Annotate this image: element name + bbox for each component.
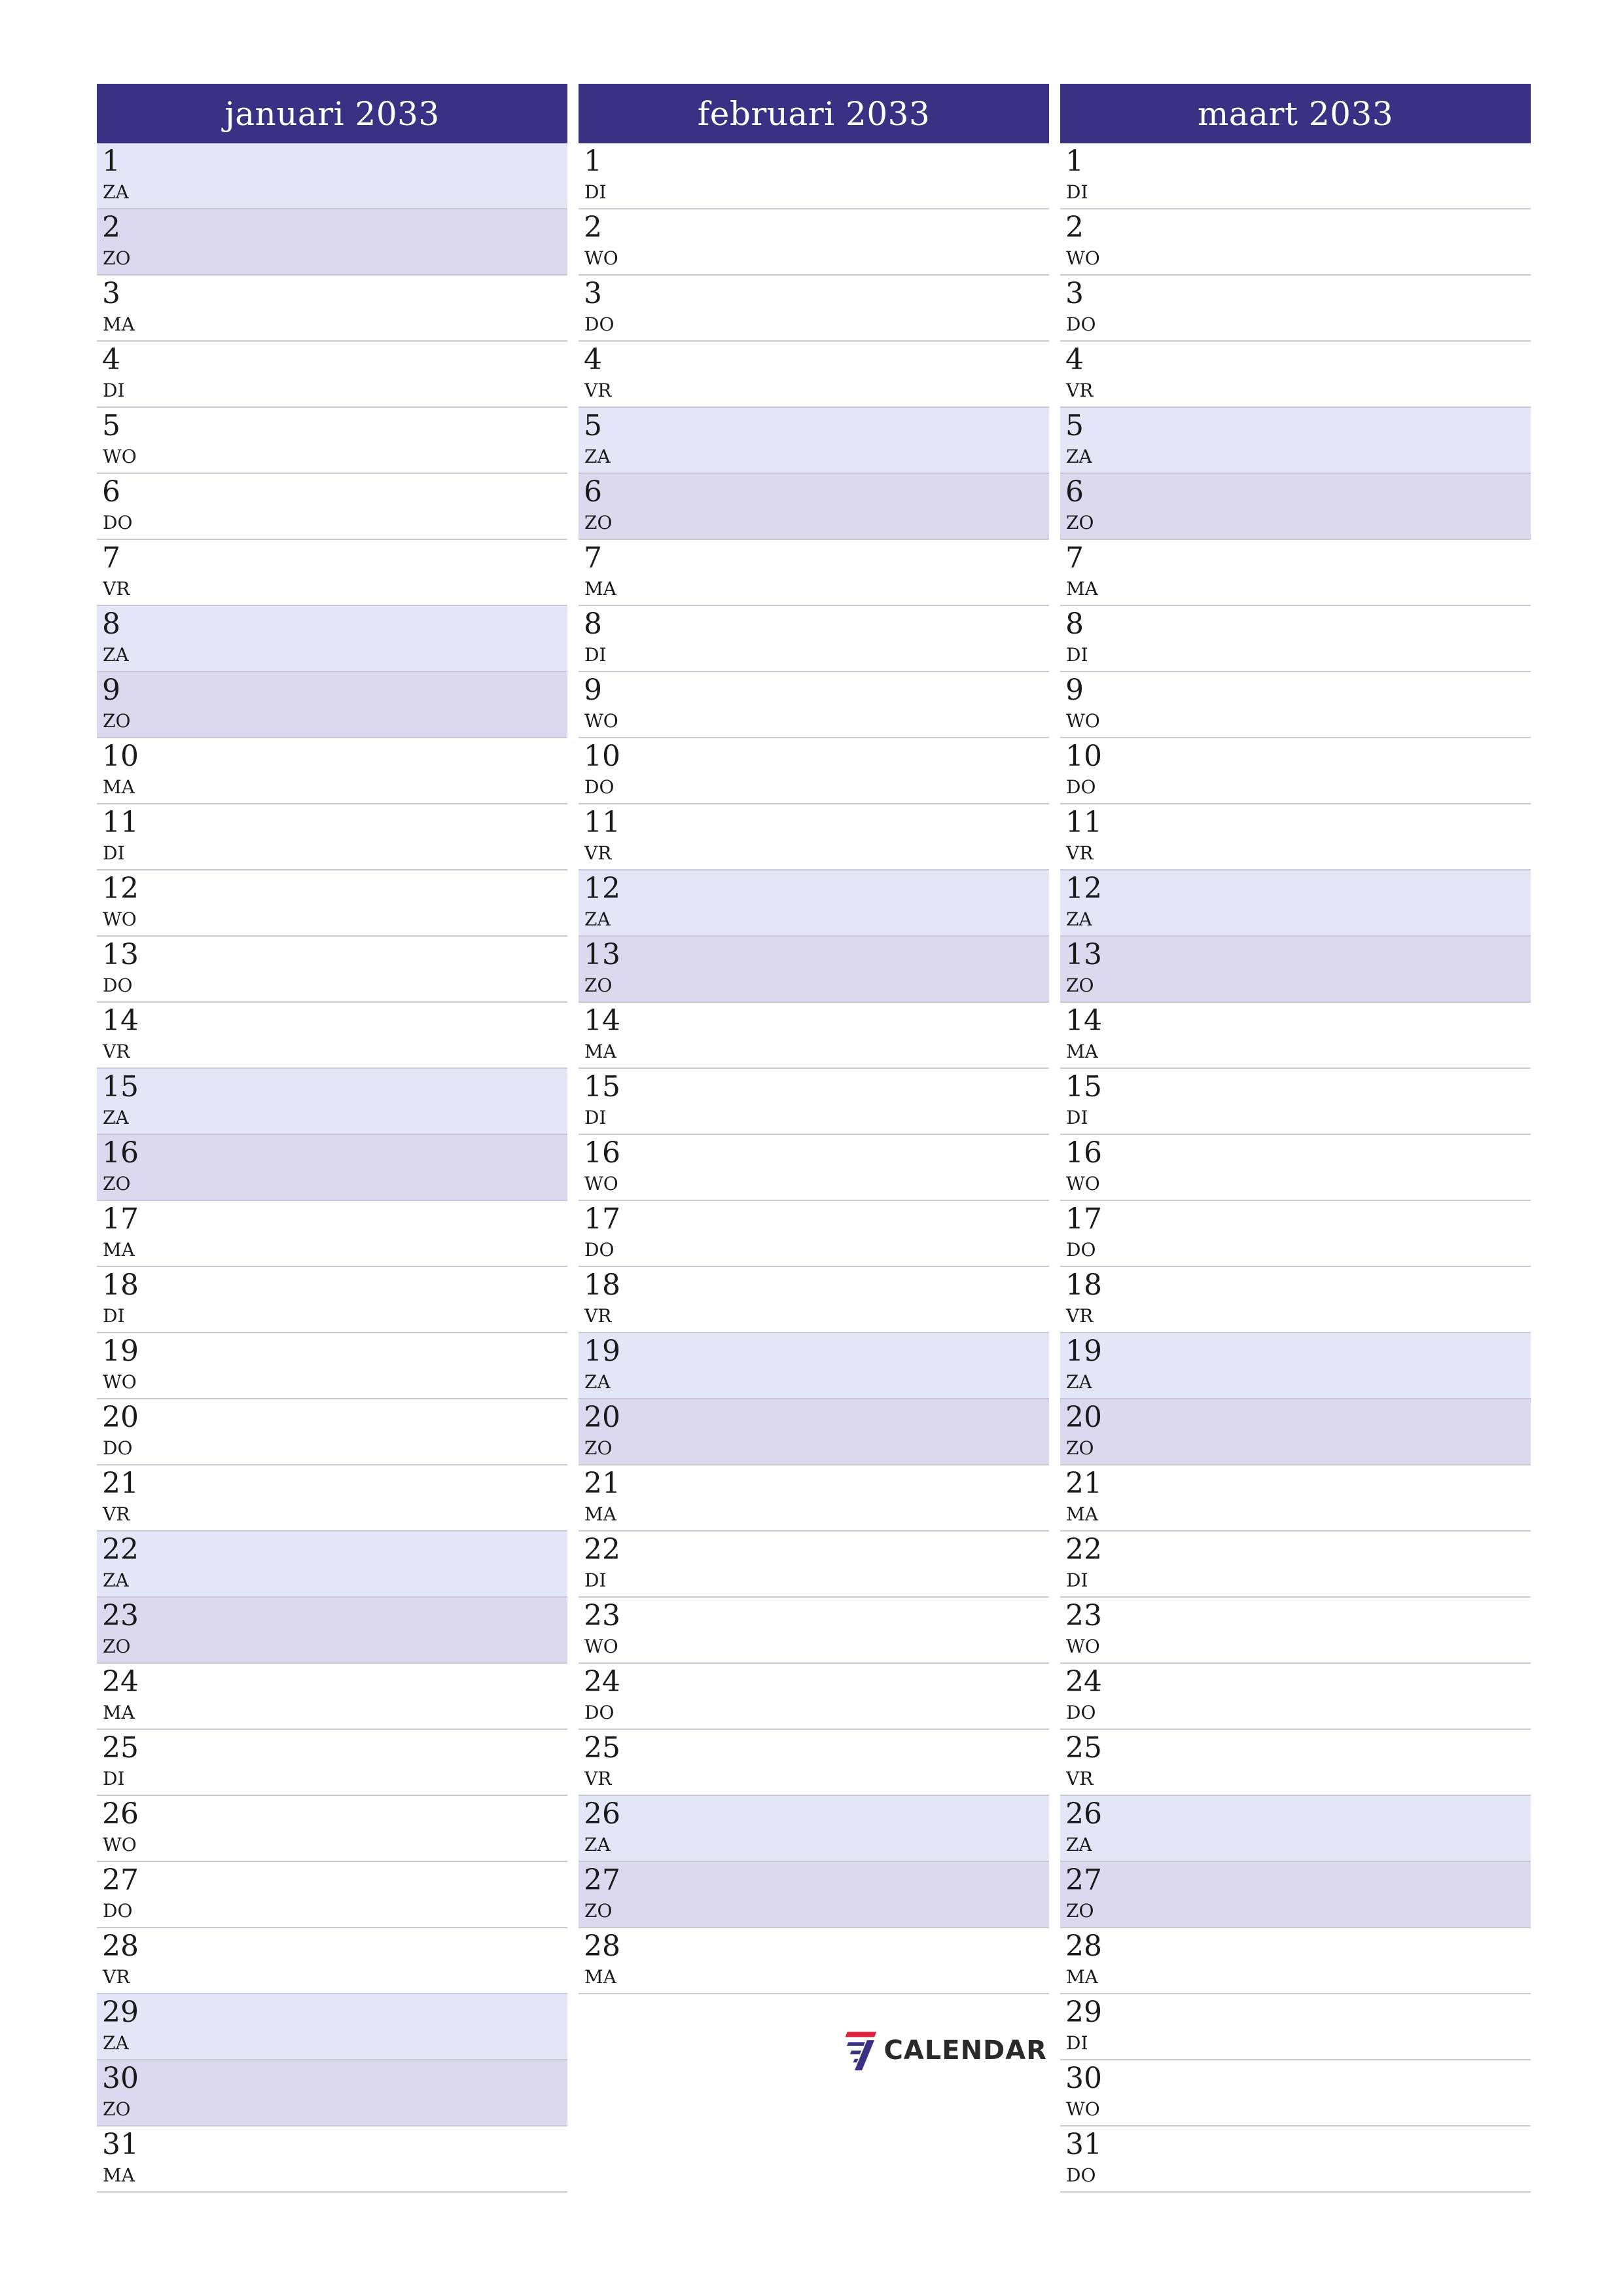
weekday-label: DO <box>1066 1239 1096 1261</box>
day-row <box>97 1135 567 1201</box>
weekday-label: MA <box>103 776 135 798</box>
day-row <box>579 1267 1049 1333</box>
weekday-label: MA <box>1066 1966 1098 1988</box>
day-number: 23 <box>584 1599 620 1632</box>
day-row <box>579 1069 1049 1135</box>
weekday-label: ZO <box>1066 1900 1094 1922</box>
weekday-label: WO <box>584 1636 618 1657</box>
weekday-label: DO <box>584 776 615 798</box>
weekday-label: ZA <box>584 908 611 930</box>
day-number: 13 <box>1065 938 1102 971</box>
day-number: 29 <box>1065 1996 1102 2029</box>
day-number: 6 <box>102 475 120 509</box>
weekday-label: MA <box>584 1041 616 1062</box>
weekday-label: DI <box>1066 181 1088 203</box>
day-number: 27 <box>1065 1863 1102 1897</box>
month-column <box>1060 84 1531 2193</box>
weekday-label: DI <box>1066 1107 1088 1128</box>
day-number: 22 <box>102 1533 139 1566</box>
day-row <box>1060 276 1531 342</box>
day-row <box>1060 1862 1531 1928</box>
day-row <box>97 1994 567 2060</box>
day-row <box>579 937 1049 1003</box>
day-number: 16 <box>102 1136 139 1170</box>
day-row <box>97 870 567 937</box>
day-row <box>97 1730 567 1796</box>
day-number: 1 <box>1065 145 1084 178</box>
day-row <box>579 1664 1049 1730</box>
day-row <box>579 672 1049 738</box>
day-number: 4 <box>584 343 602 376</box>
day-row <box>579 1333 1049 1399</box>
day-number: 5 <box>1065 409 1084 442</box>
day-row <box>97 209 567 276</box>
day-row <box>579 143 1049 209</box>
day-number: 12 <box>102 872 139 905</box>
day-number: 9 <box>584 673 602 707</box>
day-row <box>1060 1069 1531 1135</box>
weekday-label: DI <box>584 181 607 203</box>
month-title: januari 2033 <box>97 84 567 143</box>
weekday-label: ZO <box>103 2098 131 2120</box>
day-row <box>579 342 1049 408</box>
day-row <box>579 1730 1049 1796</box>
day-row <box>1060 937 1531 1003</box>
day-row <box>97 2060 567 2126</box>
weekday-label: WO <box>103 908 137 930</box>
day-number: 18 <box>1065 1268 1102 1302</box>
day-number: 4 <box>102 343 120 376</box>
day-row <box>97 1862 567 1928</box>
weekday-label: WO <box>1066 1636 1100 1657</box>
day-number: 7 <box>1065 541 1084 575</box>
weekday-label: ZO <box>584 975 613 996</box>
day-number: 20 <box>1065 1401 1102 1434</box>
weekday-label: WO <box>1066 710 1100 732</box>
day-number: 2 <box>584 211 602 244</box>
day-row <box>1060 2060 1531 2126</box>
weekday-label: ZA <box>1066 1834 1092 1856</box>
day-number: 9 <box>1065 673 1084 707</box>
day-number: 24 <box>102 1665 139 1698</box>
weekday-label: VR <box>103 1503 130 1525</box>
day-row <box>1060 1465 1531 1532</box>
day-number: 11 <box>1065 806 1102 839</box>
day-row <box>1060 209 1531 276</box>
day-row <box>97 1664 567 1730</box>
day-number: 2 <box>1065 211 1084 244</box>
day-number: 11 <box>102 806 139 839</box>
weekday-label: ZA <box>103 1570 129 1591</box>
weekday-label: WO <box>1066 1173 1100 1194</box>
day-number: 27 <box>584 1863 620 1897</box>
day-number: 17 <box>102 1202 139 1236</box>
day-row <box>97 276 567 342</box>
day-row <box>97 606 567 672</box>
day-row <box>1060 1598 1531 1664</box>
month-column <box>97 84 567 2193</box>
day-row <box>97 342 567 408</box>
day-number: 19 <box>1065 1335 1102 1368</box>
day-row <box>97 2126 567 2193</box>
weekday-label: VR <box>584 1768 612 1789</box>
weekday-label: DI <box>103 842 125 864</box>
day-number: 20 <box>102 1401 139 1434</box>
weekday-label: MA <box>584 578 616 600</box>
day-number: 24 <box>584 1665 620 1698</box>
day-number: 18 <box>584 1268 620 1302</box>
weekday-label: VR <box>1066 380 1094 401</box>
day-row <box>97 1333 567 1399</box>
day-number: 4 <box>1065 343 1084 376</box>
day-row <box>97 1399 567 1465</box>
weekday-label: DO <box>1066 776 1096 798</box>
day-number: 23 <box>102 1599 139 1632</box>
day-number: 23 <box>1065 1599 1102 1632</box>
weekday-label: DO <box>103 512 133 533</box>
weekday-label: ZO <box>1066 512 1094 533</box>
day-row <box>1060 408 1531 474</box>
day-row <box>579 606 1049 672</box>
day-row <box>579 804 1049 870</box>
day-number: 2 <box>102 211 120 244</box>
day-number: 11 <box>584 806 620 839</box>
weekday-label: WO <box>584 1173 618 1194</box>
day-number: 31 <box>1065 2128 1102 2161</box>
day-row <box>97 540 567 606</box>
day-row <box>1060 1399 1531 1465</box>
day-row <box>579 540 1049 606</box>
day-number: 10 <box>1065 740 1102 773</box>
day-number: 30 <box>1065 2062 1102 2095</box>
weekday-label: ZA <box>584 1371 611 1393</box>
month-title: maart 2033 <box>1060 84 1531 143</box>
weekday-label: MA <box>1066 1041 1098 1062</box>
weekday-label: DO <box>584 1239 615 1261</box>
day-number: 26 <box>102 1797 139 1831</box>
day-row <box>97 1928 567 1994</box>
day-row <box>579 870 1049 937</box>
day-number: 29 <box>102 1996 139 2029</box>
seven-logo-icon <box>844 2024 878 2077</box>
day-number: 26 <box>584 1797 620 1831</box>
day-number: 8 <box>584 607 602 641</box>
weekday-label: DO <box>584 314 615 335</box>
weekday-label: ZO <box>1066 975 1094 996</box>
weekday-label: ZA <box>1066 446 1092 467</box>
day-row <box>579 1928 1049 1994</box>
day-row <box>579 209 1049 276</box>
weekday-label: WO <box>1066 247 1100 269</box>
day-number: 3 <box>102 277 120 310</box>
day-row <box>97 408 567 474</box>
weekday-label: ZA <box>103 181 129 203</box>
day-number: 21 <box>584 1467 620 1500</box>
weekday-label: MA <box>103 1239 135 1261</box>
day-number: 8 <box>102 607 120 641</box>
day-number: 9 <box>102 673 120 707</box>
day-number: 7 <box>584 541 602 575</box>
day-row <box>97 1598 567 1664</box>
day-row <box>1060 1730 1531 1796</box>
weekday-label: ZA <box>103 644 129 666</box>
day-row <box>97 1069 567 1135</box>
day-number: 3 <box>1065 277 1084 310</box>
weekday-label: VR <box>103 1041 130 1062</box>
day-row <box>1060 540 1531 606</box>
day-row <box>1060 2126 1531 2193</box>
weekday-label: DI <box>1066 644 1088 666</box>
day-row <box>579 474 1049 540</box>
day-row <box>97 143 567 209</box>
weekday-label: ZA <box>1066 908 1092 930</box>
day-row <box>1060 474 1531 540</box>
day-number: 19 <box>102 1335 139 1368</box>
weekday-label: DI <box>103 380 125 401</box>
day-number: 14 <box>1065 1004 1102 1037</box>
day-row <box>97 1532 567 1598</box>
day-row <box>1060 1928 1531 1994</box>
day-number: 6 <box>584 475 602 509</box>
day-row <box>1060 1532 1531 1598</box>
weekday-label: WO <box>1066 2098 1100 2120</box>
day-number: 1 <box>102 145 120 178</box>
day-row <box>579 1598 1049 1664</box>
day-number: 22 <box>584 1533 620 1566</box>
weekday-label: WO <box>584 710 618 732</box>
day-row <box>579 1862 1049 1928</box>
weekday-label: DO <box>1066 2164 1096 2186</box>
day-number: 25 <box>584 1731 620 1765</box>
weekday-label: VR <box>584 380 612 401</box>
day-number: 15 <box>1065 1070 1102 1103</box>
weekday-label: DO <box>584 1702 615 1723</box>
day-row <box>1060 672 1531 738</box>
day-number: 26 <box>1065 1797 1102 1831</box>
day-row <box>579 1201 1049 1267</box>
day-row <box>1060 1664 1531 1730</box>
weekday-label: ZO <box>584 1437 613 1459</box>
weekday-label: ZO <box>584 1900 613 1922</box>
day-row <box>1060 1135 1531 1201</box>
day-number: 13 <box>102 938 139 971</box>
day-number: 5 <box>584 409 602 442</box>
day-row <box>579 1796 1049 1862</box>
weekday-label: DI <box>1066 1570 1088 1591</box>
day-number: 24 <box>1065 1665 1102 1698</box>
weekday-label: WO <box>584 247 618 269</box>
weekday-label: ZO <box>103 247 131 269</box>
weekday-label: ZO <box>103 1636 131 1657</box>
weekday-label: DI <box>584 644 607 666</box>
weekday-label: MA <box>584 1966 616 1988</box>
day-number: 17 <box>1065 1202 1102 1236</box>
day-number: 19 <box>584 1335 620 1368</box>
day-row <box>579 1135 1049 1201</box>
weekday-label: ZA <box>103 2032 129 2054</box>
day-number: 28 <box>1065 1929 1102 1963</box>
weekday-label: DO <box>103 1437 133 1459</box>
logo-text: CALENDAR <box>883 2035 1047 2066</box>
day-row <box>1060 1796 1531 1862</box>
weekday-label: ZA <box>584 1834 611 1856</box>
day-row <box>1060 1333 1531 1399</box>
weekday-label: MA <box>1066 578 1098 600</box>
day-number: 13 <box>584 938 620 971</box>
weekday-label: VR <box>1066 1305 1094 1327</box>
day-number: 21 <box>102 1467 139 1500</box>
weekday-label: ZA <box>584 446 611 467</box>
day-number: 30 <box>102 2062 139 2095</box>
weekday-label: DI <box>584 1107 607 1128</box>
weekday-label: VR <box>1066 842 1094 864</box>
weekday-label: MA <box>103 314 135 335</box>
day-number: 6 <box>1065 475 1084 509</box>
day-row <box>97 474 567 540</box>
day-number: 14 <box>584 1004 620 1037</box>
day-row <box>97 937 567 1003</box>
weekday-label: VR <box>103 578 130 600</box>
day-row <box>97 1003 567 1069</box>
weekday-label: MA <box>103 1702 135 1723</box>
day-number: 25 <box>1065 1731 1102 1765</box>
weekday-label: DI <box>584 1570 607 1591</box>
day-row <box>97 1796 567 1862</box>
weekday-label: ZO <box>584 512 613 533</box>
day-row <box>97 1201 567 1267</box>
day-number: 22 <box>1065 1533 1102 1566</box>
brand-logo <box>844 2022 1047 2078</box>
day-row <box>1060 1994 1531 2060</box>
month-column <box>579 84 1049 1994</box>
weekday-label: VR <box>103 1966 130 1988</box>
day-row <box>1060 606 1531 672</box>
day-row <box>97 1465 567 1532</box>
day-number: 3 <box>584 277 602 310</box>
day-number: 15 <box>102 1070 139 1103</box>
weekday-label: ZO <box>103 1173 131 1194</box>
day-row <box>97 672 567 738</box>
weekday-label: DI <box>103 1768 125 1789</box>
day-number: 5 <box>102 409 120 442</box>
weekday-label: WO <box>103 1834 137 1856</box>
day-number: 20 <box>584 1401 620 1434</box>
weekday-label: DO <box>103 1900 133 1922</box>
day-row <box>1060 738 1531 804</box>
day-number: 10 <box>102 740 139 773</box>
day-number: 27 <box>102 1863 139 1897</box>
day-number: 18 <box>102 1268 139 1302</box>
weekday-label: MA <box>103 2164 135 2186</box>
day-row <box>579 408 1049 474</box>
weekday-label: WO <box>103 1371 137 1393</box>
weekday-label: ZO <box>103 710 131 732</box>
day-number: 16 <box>584 1136 620 1170</box>
day-row <box>1060 870 1531 937</box>
weekday-label: DO <box>1066 314 1096 335</box>
day-number: 31 <box>102 2128 139 2161</box>
day-number: 16 <box>1065 1136 1102 1170</box>
day-row <box>1060 1267 1531 1333</box>
day-number: 25 <box>102 1731 139 1765</box>
day-number: 17 <box>584 1202 620 1236</box>
day-number: 1 <box>584 145 602 178</box>
day-row <box>1060 1003 1531 1069</box>
month-title: februari 2033 <box>579 84 1049 143</box>
weekday-label: DO <box>103 975 133 996</box>
day-row <box>1060 804 1531 870</box>
day-row <box>97 738 567 804</box>
day-row <box>1060 1201 1531 1267</box>
weekday-label: DI <box>1066 2032 1088 2054</box>
day-number: 28 <box>102 1929 139 1963</box>
day-number: 7 <box>102 541 120 575</box>
weekday-label: WO <box>103 446 137 467</box>
day-row <box>97 1267 567 1333</box>
day-row <box>579 1465 1049 1532</box>
weekday-label: DI <box>103 1305 125 1327</box>
weekday-label: VR <box>1066 1768 1094 1789</box>
day-row <box>579 276 1049 342</box>
day-number: 12 <box>1065 872 1102 905</box>
day-number: 14 <box>102 1004 139 1037</box>
day-row <box>97 804 567 870</box>
day-number: 15 <box>584 1070 620 1103</box>
day-row <box>579 1532 1049 1598</box>
weekday-label: MA <box>1066 1503 1098 1525</box>
weekday-label: VR <box>584 1305 612 1327</box>
weekday-label: MA <box>584 1503 616 1525</box>
day-number: 8 <box>1065 607 1084 641</box>
day-row <box>579 738 1049 804</box>
day-row <box>1060 342 1531 408</box>
weekday-label: DO <box>1066 1702 1096 1723</box>
day-row <box>579 1003 1049 1069</box>
day-number: 12 <box>584 872 620 905</box>
weekday-label: ZA <box>1066 1371 1092 1393</box>
day-row <box>579 1399 1049 1465</box>
day-number: 28 <box>584 1929 620 1963</box>
weekday-label: VR <box>584 842 612 864</box>
day-number: 10 <box>584 740 620 773</box>
day-number: 21 <box>1065 1467 1102 1500</box>
day-row <box>1060 143 1531 209</box>
weekday-label: ZA <box>103 1107 129 1128</box>
weekday-label: ZO <box>1066 1437 1094 1459</box>
